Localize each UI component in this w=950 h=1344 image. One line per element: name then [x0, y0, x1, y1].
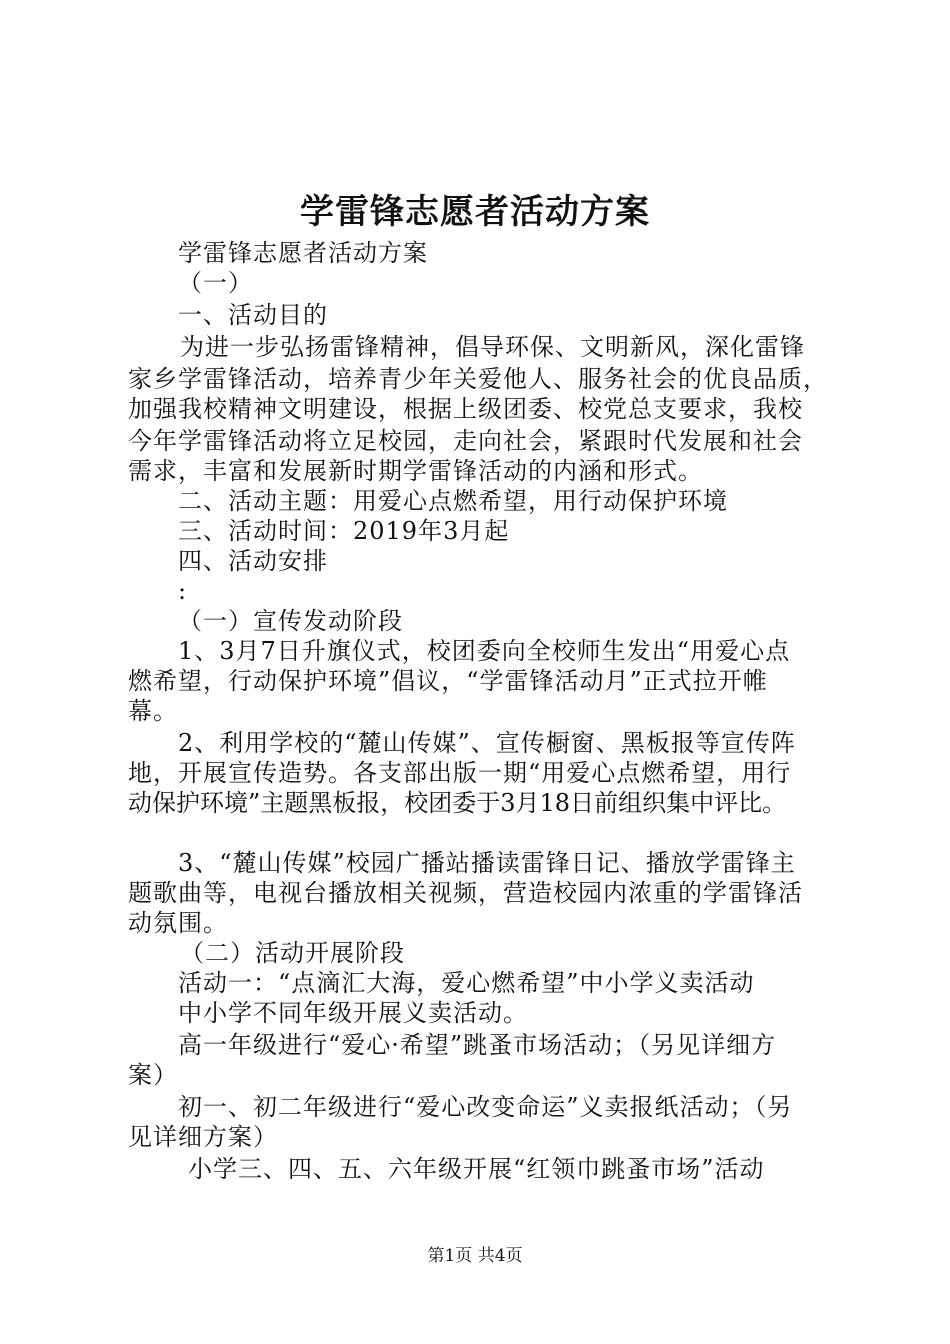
body-line: 活动一：“点滴汇大海，爱心燃希望”中小学义卖活动 — [178, 969, 755, 997]
body-line: 家乡学雷锋活动，培养青少年关爱他人、服务社会的优良品质， — [128, 365, 828, 393]
body-line: 学雷锋志愿者活动方案 — [178, 239, 428, 267]
body-line: 幕。 — [128, 697, 178, 725]
page-number-footer: 第1页 共4页 — [427, 1246, 523, 1266]
body-line: 题歌曲等，电视台播放相关视频，营造校园内浓重的学雷锋活 — [128, 879, 803, 907]
document-title: 学雷锋志愿者活动方案 — [300, 192, 650, 232]
body-line: 案） — [128, 1061, 178, 1089]
body-line: 见详细方案） — [128, 1123, 278, 1151]
body-line: 今年学雷锋活动将立足校园，走向社会，紧跟时代发展和社会 — [128, 427, 803, 455]
body-line: （一）宣传发动阶段 — [178, 607, 403, 635]
body-line: 动氛围。 — [128, 909, 228, 937]
body-line: 燃希望，行动保护环境”倡议，“学雷锋活动月”正式拉开帷 — [128, 667, 768, 695]
body-line: 动保护环境”主题黑板报，校团委于3月18日前组织集中评比。 — [128, 789, 787, 817]
body-line: 高一年级进行“爱心·希望”跳蚤市场活动；（另见详细方 — [178, 1031, 777, 1059]
body-line: 二、活动主题：用爱心点燃希望，用行动保护环境 — [178, 487, 728, 515]
body-line: 为进一步弘扬雷锋精神，倡导环保、文明新风，深化雷锋 — [180, 333, 805, 361]
body-line: 2、利用学校的“麓山传媒”、宣传橱窗、黑板报等宣传阵 — [178, 729, 796, 757]
body-line: 地，开展宣传造势。各支部出版一期“用爱心点燃希望，用行 — [128, 759, 792, 787]
body-line: 四、活动安排 — [178, 547, 328, 575]
body-line: （一） — [178, 269, 253, 297]
body-line: 小学三、四、五、六年级开展“红领巾跳蚤市场”活动 — [188, 1155, 765, 1183]
body-line: 三、活动时间：2019年3月起 — [178, 517, 510, 545]
body-line: 1、3月7日升旗仪式，校团委向全校师生发出“用爱心点 — [178, 637, 791, 665]
body-line: 一、活动目的 — [178, 301, 328, 329]
body-line: 初一、初二年级进行“爱心改变命运”义卖报纸活动；（另 — [178, 1093, 793, 1121]
body-line: 需求，丰富和发展新时期学雷锋活动的内涵和形式。 — [128, 457, 703, 485]
body-line: 中小学不同年级开展义卖活动。 — [178, 999, 528, 1027]
body-line: （二）活动开展阶段 — [180, 939, 405, 967]
body-line: 3、“麓山传媒”校园广播站播读雷锋日记、播放学雷锋主 — [178, 849, 796, 877]
body-line: 加强我校精神文明建设，根据上级团委、校党总支要求，我校 — [128, 395, 803, 423]
body-line: : — [178, 577, 188, 605]
